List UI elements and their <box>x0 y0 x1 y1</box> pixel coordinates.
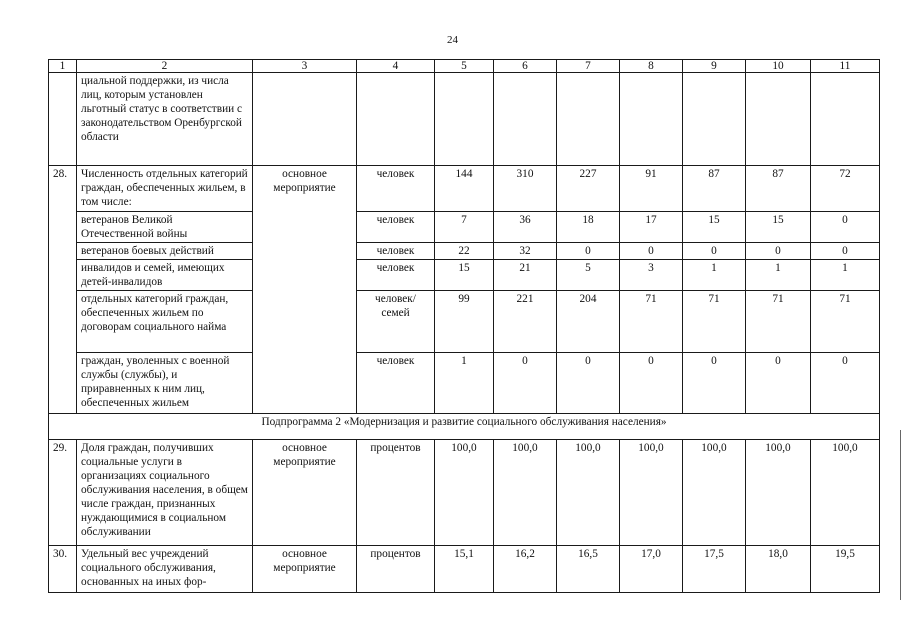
header-cell: 1 <box>49 60 77 73</box>
value-cell: 99 <box>435 291 494 353</box>
value-cell: 100,0 <box>435 440 494 546</box>
indicator-name: инвалидов и семей, имеющих детей-инвалидов <box>77 260 253 291</box>
value-cell: 91 <box>620 166 683 212</box>
value-cell: 0 <box>557 353 620 414</box>
value-cell: 1 <box>811 260 880 291</box>
value-cell: 100,0 <box>494 440 557 546</box>
value-cell: 0 <box>683 243 746 260</box>
indicator-name: Численность отдельных категорий граждан, обеспеченных жильем, в том числе: <box>77 166 253 212</box>
indicators-table <box>48 59 880 593</box>
row-number: 29. <box>49 440 77 546</box>
table-row <box>49 243 880 260</box>
table-row <box>49 546 880 593</box>
row-number <box>49 73 77 166</box>
header-cell: 3 <box>253 60 357 73</box>
value-cell: 21 <box>494 260 557 291</box>
unit: человек/ семей <box>357 291 435 353</box>
table-row <box>49 440 880 546</box>
value-cell: 144 <box>435 166 494 212</box>
value-cell: 0 <box>746 353 811 414</box>
value-cell: 0 <box>683 353 746 414</box>
value-cell: 1 <box>435 353 494 414</box>
value-cell: 0 <box>620 243 683 260</box>
value-cell: 71 <box>683 291 746 353</box>
indicator-name: ветеранов боевых действий <box>77 243 253 260</box>
value-cell: 18 <box>557 212 620 243</box>
header-cell: 4 <box>357 60 435 73</box>
table-row <box>49 414 880 440</box>
value-cell: 0 <box>494 353 557 414</box>
value-cell: 0 <box>620 353 683 414</box>
value-cell: 15 <box>746 212 811 243</box>
value-cell: 100,0 <box>746 440 811 546</box>
value-cell: 310 <box>494 166 557 212</box>
table-row <box>49 212 880 243</box>
value-cell: 100,0 <box>683 440 746 546</box>
value-cell: 71 <box>746 291 811 353</box>
table-row <box>49 353 880 414</box>
value-cell: 204 <box>557 291 620 353</box>
unit: процентов <box>357 546 435 593</box>
unit: человек <box>357 166 435 212</box>
value-cell: 0 <box>811 212 880 243</box>
value-cell: 19,5 <box>811 546 880 593</box>
header-cell: 11 <box>811 60 880 73</box>
table-header-row <box>49 60 880 73</box>
value-cell: 0 <box>557 243 620 260</box>
indicator-name: отдельных категорий граждан, обеспеченных жильем по договорам социального найма <box>77 291 253 353</box>
value-cell: 227 <box>557 166 620 212</box>
value-cell: 0 <box>811 243 880 260</box>
unit: человек <box>357 243 435 260</box>
row-number: 28. <box>49 166 77 414</box>
value-cell: 17,0 <box>620 546 683 593</box>
value-cell: 3 <box>620 260 683 291</box>
table-row <box>49 73 880 166</box>
table-row <box>49 291 880 353</box>
row-number: 30. <box>49 546 77 593</box>
header-cell: 2 <box>77 60 253 73</box>
indicator-name: ветеранов Великой Отечественной войны <box>77 212 253 243</box>
value-cell: 15 <box>683 212 746 243</box>
value-cell: 0 <box>811 353 880 414</box>
value-cell: 87 <box>746 166 811 212</box>
unit: человек <box>357 212 435 243</box>
value-cell: 100,0 <box>557 440 620 546</box>
value-cell: 1 <box>683 260 746 291</box>
value-cell: 36 <box>494 212 557 243</box>
page-number: 24 <box>447 34 458 46</box>
header-cell: 6 <box>494 60 557 73</box>
value-cell: 17,5 <box>683 546 746 593</box>
value-cell: 72 <box>811 166 880 212</box>
value-cell: 71 <box>811 291 880 353</box>
value-cell: 16,2 <box>494 546 557 593</box>
indicator-name: Удельный вес учреждений социального обслуживания, основанных на иных фор- <box>77 546 253 593</box>
measure-type: основное мероприятие <box>253 546 357 593</box>
header-cell: 5 <box>435 60 494 73</box>
header-cell: 10 <box>746 60 811 73</box>
unit: процентов <box>357 440 435 546</box>
value-cell: 18,0 <box>746 546 811 593</box>
value-cell: 87 <box>683 166 746 212</box>
indicator-name: циальной поддержки, из числа лиц, которым установлен льготный статус в соответствии с законодательством Оренбургской области <box>77 73 253 166</box>
table-row <box>49 166 880 212</box>
value-cell: 5 <box>557 260 620 291</box>
value-cell: 100,0 <box>811 440 880 546</box>
measure-type: основное мероприятие <box>253 166 357 414</box>
header-cell: 7 <box>557 60 620 73</box>
unit: человек <box>357 353 435 414</box>
subprogram-title: Подпрограмма 2 «Модернизация и развитие социального обслуживания населения» <box>49 414 880 440</box>
indicator-name: граждан, уволенных с военной службы (службы), и приравненных к ним лиц, обеспеченных жильем <box>77 353 253 414</box>
value-cell: 32 <box>494 243 557 260</box>
value-cell: 15,1 <box>435 546 494 593</box>
value-cell: 17 <box>620 212 683 243</box>
header-cell: 8 <box>620 60 683 73</box>
value-cell: 221 <box>494 291 557 353</box>
value-cell: 16,5 <box>557 546 620 593</box>
value-cell: 0 <box>746 243 811 260</box>
value-cell: 7 <box>435 212 494 243</box>
measure-type: основное мероприятие <box>253 440 357 546</box>
value-cell: 22 <box>435 243 494 260</box>
value-cell: 1 <box>746 260 811 291</box>
value-cell: 15 <box>435 260 494 291</box>
value-cell: 100,0 <box>620 440 683 546</box>
scan-edge-line <box>900 430 901 600</box>
unit: человек <box>357 260 435 291</box>
table-row <box>49 260 880 291</box>
indicator-name: Доля граждан, получивших социальные услуги в организациях социального обслуживания населения, в общем числе граждан, признанных нуждающимися в социальном обслуживании <box>77 440 253 546</box>
header-cell: 9 <box>683 60 746 73</box>
value-cell: 71 <box>620 291 683 353</box>
